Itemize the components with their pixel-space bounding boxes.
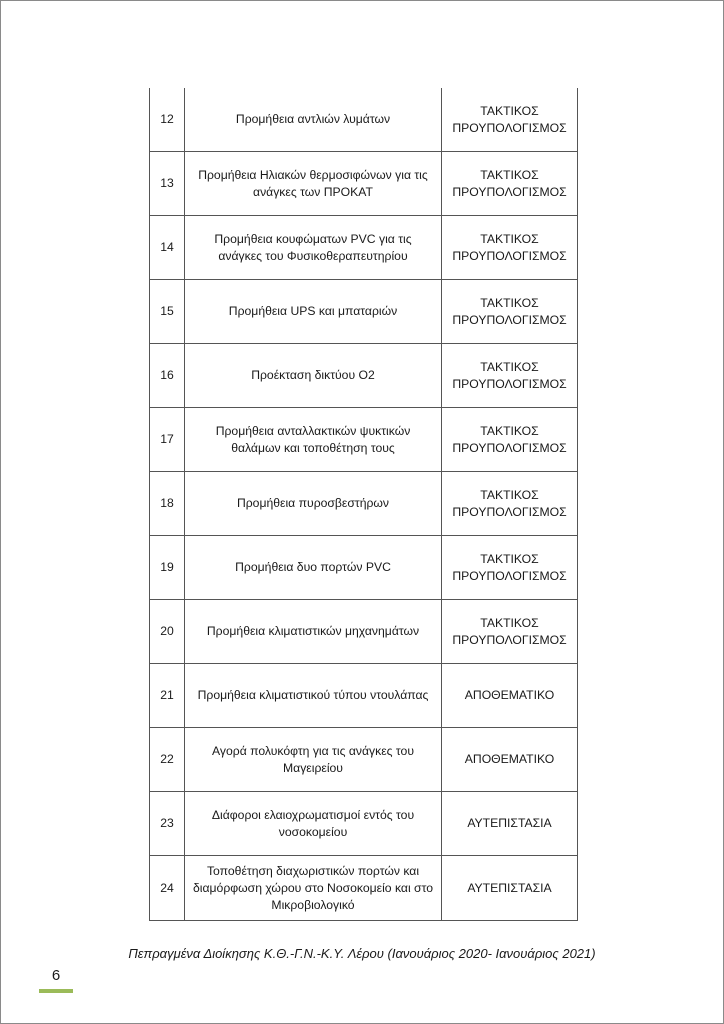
row-number: 20 xyxy=(150,600,185,664)
table-row xyxy=(150,536,578,600)
row-funding-source xyxy=(442,408,578,472)
footer-title: Πεπραγμένα Διοίκησης Κ.Θ.-Γ.Ν.-Κ.Υ. Λέρου (Ιανουάριος 2020- Ιανουάριος 2021) xyxy=(128,946,596,961)
row-number: 22 xyxy=(150,728,185,792)
row-description: Προέκταση δικτύου O2 xyxy=(185,344,442,408)
funding-source-line: ΠΡΟΥΠΟΛΟΓΙΣΜΟΣ xyxy=(452,248,567,263)
row-funding-source xyxy=(442,856,578,921)
row-funding-source xyxy=(442,600,578,664)
funding-source-line: ΤΑΚΤΙΚΟΣ xyxy=(480,231,539,246)
funding-source-line: ΠΡΟΥΠΟΛΟΓΙΣΜΟΣ xyxy=(452,184,567,199)
funding-source-line: ΤΑΚΤΙΚΟΣ xyxy=(480,103,539,118)
row-number: 15 xyxy=(150,280,185,344)
table-row xyxy=(150,344,578,408)
funding-source-line: ΤΑΚΤΙΚΟΣ xyxy=(480,615,539,630)
row-funding-source xyxy=(442,216,578,280)
funding-source-line: ΠΡΟΥΠΟΛΟΓΙΣΜΟΣ xyxy=(452,568,567,583)
funding-source-line: ΑΥΤΕΠΙΣΤΑΣΙΑ xyxy=(467,880,552,895)
table-row xyxy=(150,472,578,536)
row-description: Προμήθεια Ηλιακών θερμοσιφώνων για τις ανάγκες των ΠΡΟΚΑΤ xyxy=(185,152,442,216)
page-number: 6 xyxy=(51,967,61,984)
funding-source-line: ΤΑΚΤΙΚΟΣ xyxy=(480,487,539,502)
funding-source-line: ΤΑΚΤΙΚΟΣ xyxy=(480,359,539,374)
row-number: 23 xyxy=(150,792,185,856)
table-row xyxy=(150,856,578,921)
row-description: Προμήθεια πυροσβεστήρων xyxy=(185,472,442,536)
funding-source-line: ΤΑΚΤΙΚΟΣ xyxy=(480,551,539,566)
table-row xyxy=(150,408,578,472)
row-number: 17 xyxy=(150,408,185,472)
row-description: Τοποθέτηση διαχωριστικών πορτών και διαμόρφωση χώρου στο Νοσοκομείο και στο Μικροβιολογικό xyxy=(185,856,442,921)
table-row xyxy=(150,792,578,856)
row-number: 14 xyxy=(150,216,185,280)
table-body xyxy=(150,88,578,921)
table-row xyxy=(150,600,578,664)
row-description: Προμήθεια UPS και μπαταριών xyxy=(185,280,442,344)
row-number: 21 xyxy=(150,664,185,728)
funding-source-line: ΠΡΟΥΠΟΛΟΓΙΣΜΟΣ xyxy=(452,376,567,391)
row-description: Προμήθεια δυο πορτών PVC xyxy=(185,536,442,600)
funding-source-line: ΠΡΟΥΠΟΛΟΓΙΣΜΟΣ xyxy=(452,440,567,455)
funding-source-line: ΠΡΟΥΠΟΛΟΓΙΣΜΟΣ xyxy=(452,504,567,519)
row-number: 16 xyxy=(150,344,185,408)
funding-source-line: ΠΡΟΥΠΟΛΟΓΙΣΜΟΣ xyxy=(452,120,567,135)
table-row xyxy=(150,280,578,344)
funding-source-line: ΤΑΚΤΙΚΟΣ xyxy=(480,167,539,182)
row-funding-source xyxy=(442,792,578,856)
row-description: Προμήθεια κλιματιστικών μηχανημάτων xyxy=(185,600,442,664)
row-description: Διάφοροι ελαιοχρωματισμοί εντός του νοσοκομείου xyxy=(185,792,442,856)
row-funding-source xyxy=(442,344,578,408)
funding-source-line: ΤΑΚΤΙΚΟΣ xyxy=(480,423,539,438)
table-row xyxy=(150,216,578,280)
funding-source-line: ΤΑΚΤΙΚΟΣ xyxy=(480,295,539,310)
row-description: Προμήθεια αντλιών λυμάτων xyxy=(185,88,442,152)
row-funding-source xyxy=(442,728,578,792)
funding-source-line: ΠΡΟΥΠΟΛΟΓΙΣΜΟΣ xyxy=(452,312,567,327)
table-row xyxy=(150,152,578,216)
row-funding-source xyxy=(442,472,578,536)
row-funding-source xyxy=(442,88,578,152)
row-funding-source xyxy=(442,152,578,216)
row-number: 13 xyxy=(150,152,185,216)
funding-source-line: ΑΥΤΕΠΙΣΤΑΣΙΑ xyxy=(467,816,552,830)
table-row xyxy=(150,88,578,152)
row-description: Προμήθεια κλιματιστικού τύπου ντουλάπας xyxy=(185,664,442,728)
funding-source-line: ΑΠΟΘΕΜΑΤΙΚΟ xyxy=(464,752,555,766)
row-funding-source xyxy=(442,280,578,344)
funding-source-line: ΑΠΟΘΕΜΑΤΙΚΟ xyxy=(464,688,555,702)
row-description: Προμήθεια ανταλλακτικών ψυκτικών θαλάμων και τοποθέτηση τους xyxy=(185,408,442,472)
funding-source-line: ΠΡΟΥΠΟΛΟΓΙΣΜΟΣ xyxy=(452,632,567,647)
row-description: Προμήθεια κουφώματων PVC για τις ανάγκες του Φυσικοθεραπευτηρίου xyxy=(185,216,442,280)
procurement-table xyxy=(149,88,578,921)
table-row xyxy=(150,664,578,728)
row-description: Αγορά πολυκόφτη για τις ανάγκες του Μαγειρείου xyxy=(185,728,442,792)
page-number-underline xyxy=(39,989,73,993)
row-funding-source xyxy=(442,664,578,728)
row-number: 19 xyxy=(150,536,185,600)
row-number: 12 xyxy=(150,88,185,152)
row-number: 24 xyxy=(150,856,185,921)
table-row xyxy=(150,728,578,792)
row-funding-source xyxy=(442,536,578,600)
row-number: 18 xyxy=(150,472,185,536)
